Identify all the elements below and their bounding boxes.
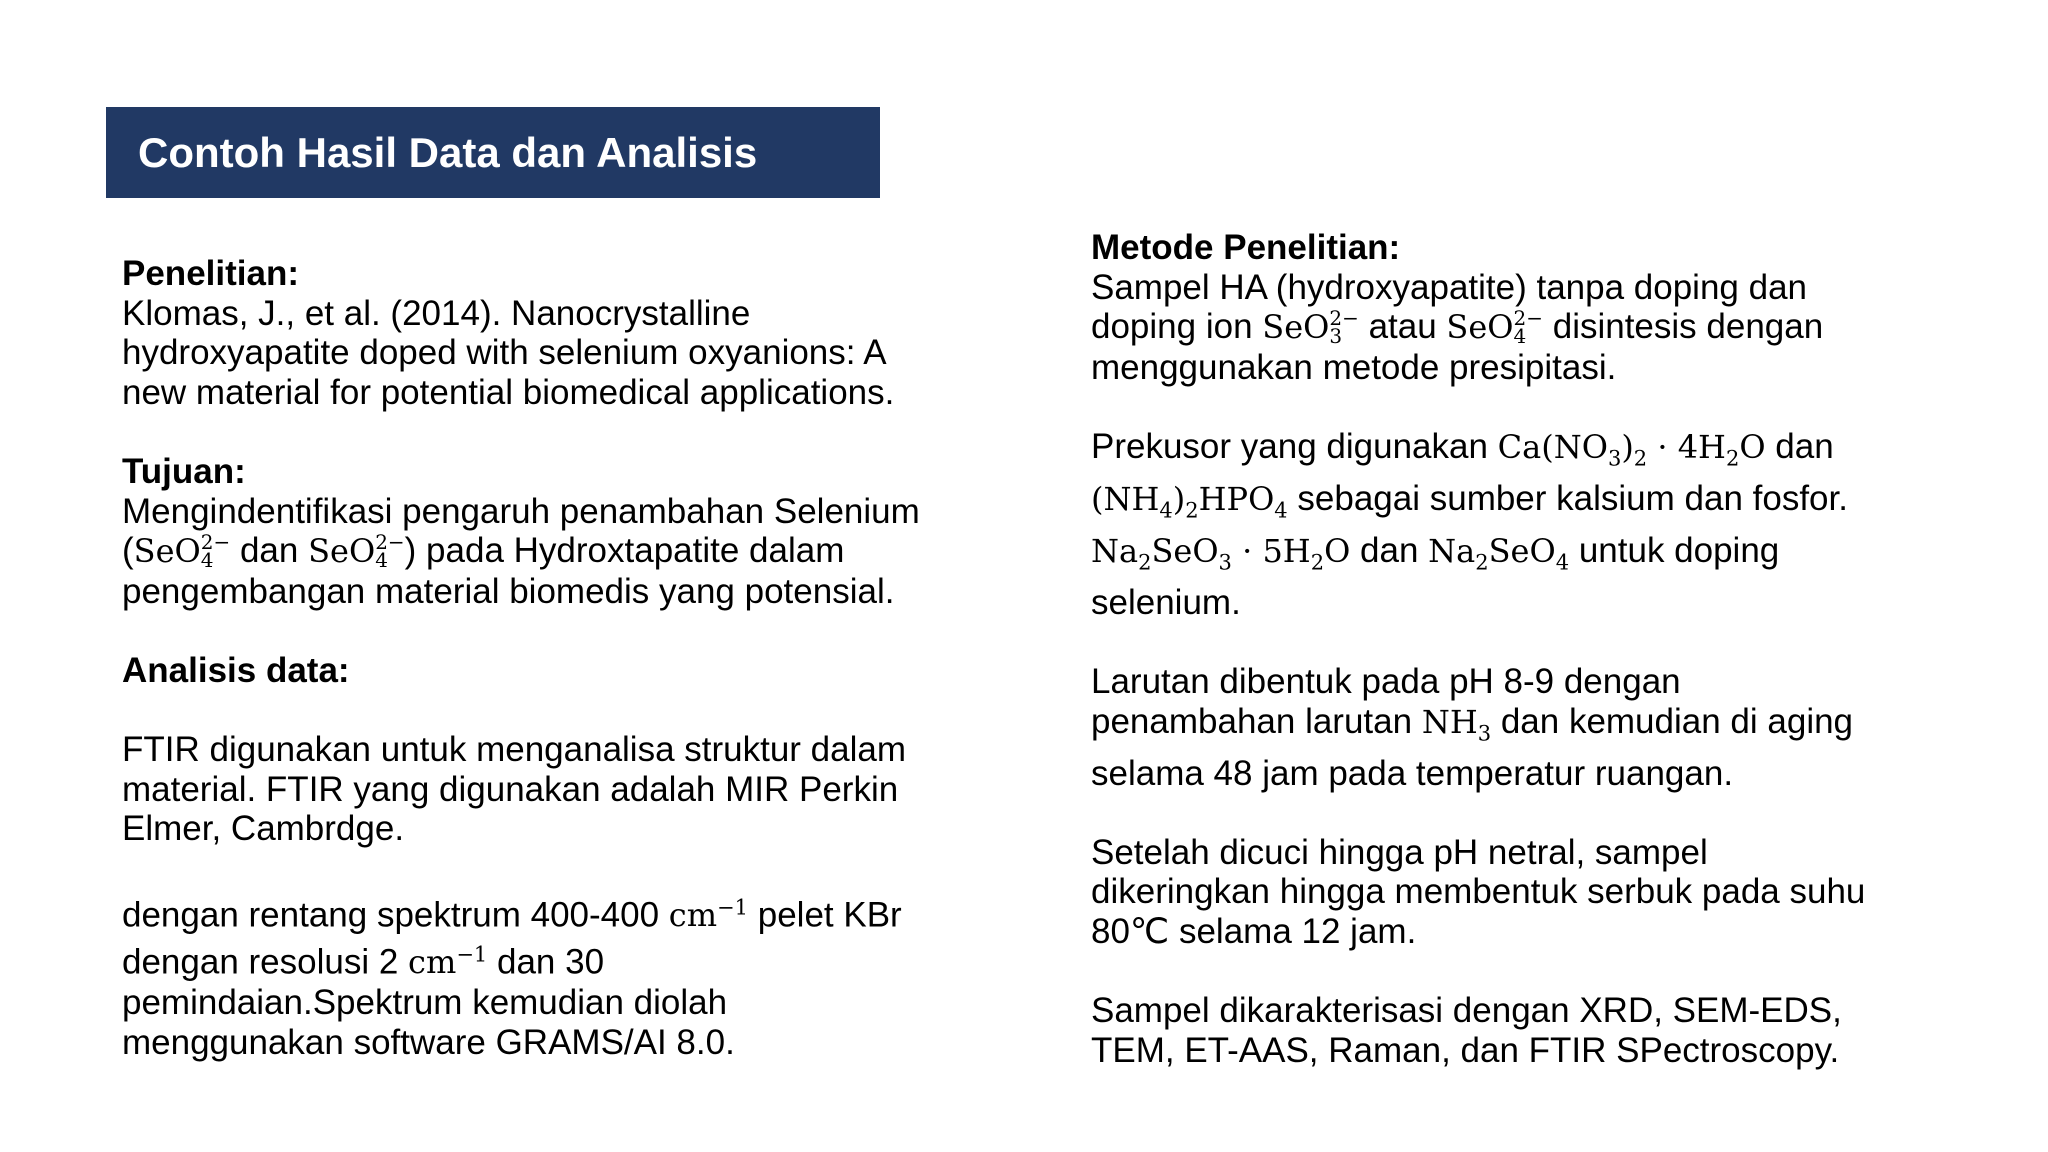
title-bar: [106, 107, 880, 198]
penelitian-line: new material for potential biomedical applications.: [122, 372, 895, 412]
penelitian-line: hydroxyapatite doped with selenium oxyanions: A: [122, 333, 887, 373]
seo3-formula: SeO 2− 3: [1262, 305, 1359, 348]
ammonium-phosphate-formula: $(NH_4)_2HPO_4$: [1091, 479, 1288, 523]
penelitian-line: Klomas, J., et al. (2014). Nanocrystalline: [122, 293, 751, 333]
prekursor-line: $Na_2SeO_3 \cdot 5H_2O$ dan $Na_2SeO_4$ untuk doping: [1091, 530, 1780, 575]
right-column: [1091, 228, 2011, 1070]
ftir-line: material. FTIR yang digunakan adalah MIR Perkin: [122, 769, 899, 809]
larutan-line: selama 48 jam pada temperatur ruangan.: [1091, 753, 1734, 793]
calcium-nitrate-formula: $Ca(NO_3)_2 \cdot 4H_2O$: [1497, 427, 1766, 471]
metode-line-formula: doping ion SeO 2− 3 atau SeO 2− 4 disintesis dengan: [1091, 305, 1824, 348]
tujuan-line: pengembangan material biomedis yang potensial.: [122, 571, 895, 611]
seo4-formula: SeO 2− 4: [1446, 305, 1543, 348]
cm-unit-formula: $cm^{-1}$: [668, 895, 749, 935]
sodium-selenite-formula: $Na_2SeO_3 \cdot 5H_2O$: [1091, 531, 1351, 575]
analisis-heading: Analisis data:: [122, 650, 350, 690]
seo4-formula: SeO 2− 4: [308, 529, 405, 572]
larutan-line: Larutan dibentuk pada pH 8-9 dengan: [1091, 662, 1681, 702]
sampel-line: TEM, ET-AAS, Raman, dan FTIR SPectroscopy.: [1091, 1030, 1840, 1070]
spektrum-line: dengan rentang spektrum 400-400 $cm^{-1}$ pelet KBr: [122, 895, 902, 935]
seo4-formula: SeO 2− 4: [133, 529, 231, 572]
prekursor-line: Prekusor yang digunakan $Ca(NO_3)_2 \cdot 4H_2O$ dan: [1091, 426, 1834, 471]
prekursor-line: selenium.: [1091, 582, 1241, 622]
spektrum-line: menggunakan software GRAMS/AI 8.0.: [122, 1022, 735, 1062]
metode-line: Sampel HA (hydroxyapatite) tanpa doping dan: [1091, 267, 1808, 307]
tujuan-line-formula: (SeO 2− 4 dan SeO 2− 4 ) pada Hydroxtapatite dalam: [122, 529, 845, 572]
setelah-line: 80℃ selama 12 jam.: [1091, 912, 1417, 952]
ammonia-formula: $NH_3$: [1421, 702, 1492, 746]
cm-unit-formula: $cm^{-1}$: [408, 942, 488, 982]
metode-heading: Metode Penelitian:: [1091, 228, 1401, 267]
penelitian-heading: Penelitian:: [122, 254, 299, 293]
left-column: [122, 254, 1002, 1062]
setelah-line: dikeringkan hingga membentuk serbuk pada suhu: [1091, 872, 1866, 912]
spektrum-line: pemindaian.Spektrum kemudian diolah: [122, 983, 728, 1022]
ftir-line: Elmer, Cambrdge.: [122, 809, 405, 849]
sodium-selenate-formula: $Na_2SeO_4$: [1428, 531, 1570, 575]
ftir-line: FTIR digunakan untuk menganalisa struktur dalam: [122, 730, 907, 770]
spektrum-line: dengan resolusi 2 $cm^{-1}$ dan 30: [122, 942, 605, 982]
page-title: Contoh Hasil Data dan Analisis: [138, 128, 758, 176]
prekursor-line: $(NH_4)_2HPO_4$ sebagai sumber kalsium dan fosfor.: [1091, 478, 1848, 523]
sampel-line: Sampel dikarakterisasi dengan XRD, SEM-EDS,: [1091, 991, 1842, 1031]
tujuan-heading: Tujuan:: [122, 451, 246, 491]
metode-line: menggunakan metode presipitasi.: [1091, 347, 1617, 387]
tujuan-line: Mengindentifikasi pengaruh penambahan Selenium: [122, 491, 920, 531]
larutan-line: penambahan larutan $NH_3$ dan kemudian di aging: [1091, 701, 1854, 746]
setelah-line: Setelah dicuci hingga pH netral, sampel: [1091, 832, 1708, 872]
